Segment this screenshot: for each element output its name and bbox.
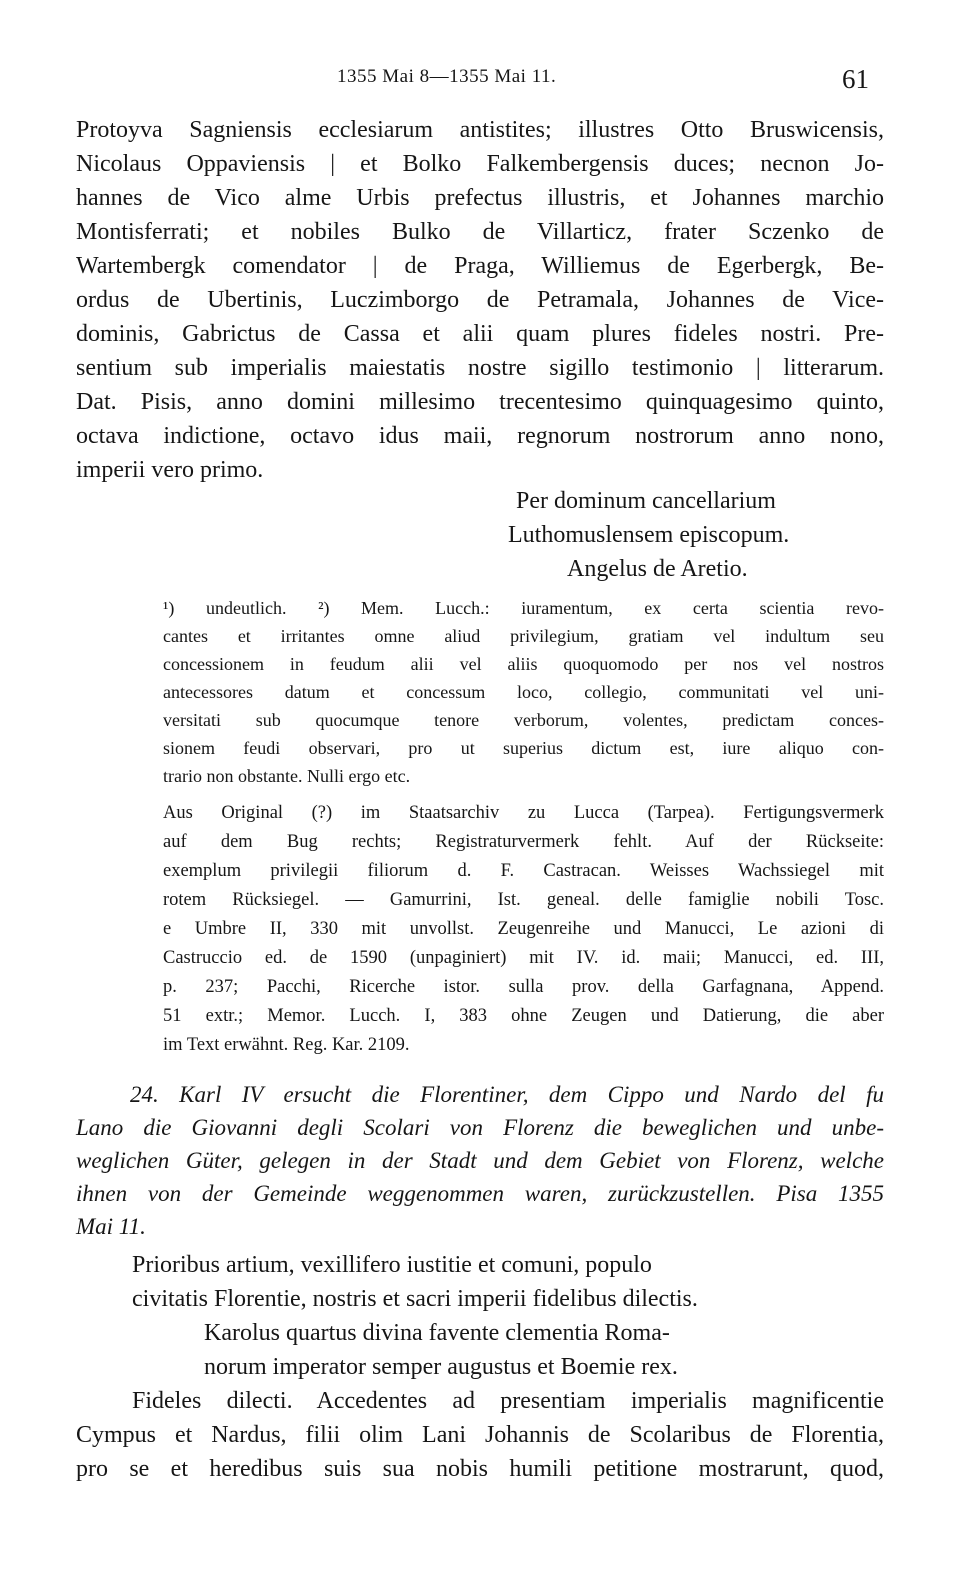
- intitulatio-line: norum imperator semper augustus et Boemie rex.: [204, 1354, 678, 1380]
- main-text-line: sentium sub imperialis maiestatis nostre sigillo testimonio | litterarum.: [76, 355, 884, 381]
- regest-line: weglichen Güter, gelegen in der Stadt und dem Gebiet von Florenz, welche: [76, 1148, 884, 1173]
- regest-line: ihnen von der Gemeinde weggenommen waren, zurückzustellen. Pisa 1355: [76, 1181, 884, 1206]
- regest-line: 24. Karl IV ersucht die Florentiner, dem Cippo und Nardo del fu: [130, 1082, 884, 1107]
- body-text-line: pro se et heredibus suis sua nobis humili petitione mostrarunt, quod,: [76, 1456, 884, 1482]
- footnote-line: versitati sub quocumque tenore verborum, volentes, predictam conces-: [163, 710, 884, 730]
- main-text-line: octava indictione, octavo idus maii, regnorum nostrorum anno nono,: [76, 423, 884, 449]
- footnote-line: trario non obstante. Nulli ergo etc.: [163, 766, 411, 786]
- main-text-line: hannes de Vico alme Urbis prefectus illustris, et Johannes marchio: [76, 185, 884, 211]
- main-text-line: Montisferrati; et nobiles Bulko de Villarticz, frater Sczenko de: [76, 219, 884, 245]
- source-note-line: Aus Original (?) im Staatsarchiv zu Lucca (Tarpea). Fertigungsvermerk: [163, 803, 884, 823]
- signature-line: Luthomuslensem episcopum.: [508, 522, 790, 548]
- body-text-line: Cympus et Nardus, filii olim Lani Johannis de Scolaribus de Florentia,: [76, 1422, 884, 1448]
- footnote-line: concessionem in feudum alii vel aliis quoquomodo per nos vel nostros: [163, 654, 884, 674]
- main-text-line: Nicolaus Oppaviensis | et Bolko Falkembergensis duces; necnon Jo-: [76, 151, 884, 177]
- body-text-line: Fideles dilecti. Accedentes ad presentiam imperialis magnificentie: [132, 1388, 884, 1414]
- page-number: 61: [842, 64, 869, 94]
- main-text-line: Protoyva Sagniensis ecclesiarum antistites; illustres Otto Bruswicensis,: [76, 117, 884, 143]
- footnote-line: sionem feudi observari, pro ut superius dictum est, iure aliquo con-: [163, 738, 884, 758]
- source-note-line: rotem Rücksiegel. — Gamurrini, Ist. geneal. delle famiglie nobili Tosc.: [163, 890, 884, 910]
- footnote-line: ¹) undeutlich. ²) Mem. Lucch.: iuramentum, ex certa scientia revo-: [163, 598, 884, 618]
- source-note-line: 51 extr.; Memor. Lucch. I, 383 ohne Zeugen und Datierung, die aber: [163, 1006, 884, 1026]
- regest-line: Lano die Giovanni degli Scolari von Florenz die beweglichen und unbe-: [76, 1115, 884, 1140]
- main-text-line: imperii vero primo.: [76, 457, 264, 483]
- address-line: Prioribus artium, vexillifero iustitie et comuni, populo: [132, 1252, 652, 1278]
- address-line: civitatis Florentie, nostris et sacri imperii fidelibus dilectis.: [132, 1286, 698, 1312]
- source-note-line: auf dem Bug rechts; Registraturvermerk fehlt. Auf der Rückseite:: [163, 832, 884, 852]
- regest-line: Mai 11.: [76, 1214, 146, 1239]
- source-note-line: p. 237; Pacchi, Ricerche istor. sulla prov. della Garfagnana, Append.: [163, 977, 884, 997]
- signature-line: Per dominum cancellarium: [516, 488, 776, 514]
- footnote-line: cantes et irritantes omne aliud privilegium, gratiam vel indultum seu: [163, 626, 884, 646]
- signature-line: Angelus de Aretio.: [567, 556, 748, 582]
- main-text-line: Wartembergk comendator | de Praga, Williemus de Egerbergk, Be-: [76, 253, 884, 279]
- source-note-line: exemplum privilegii filiorum d. F. Castracan. Weisses Wachssiegel mit: [163, 861, 884, 881]
- source-note-line: im Text erwähnt. Reg. Kar. 2109.: [163, 1035, 410, 1055]
- source-note-line: e Umbre II, 330 mit unvollst. Zeugenreihe und Manucci, Le azioni di: [163, 919, 884, 939]
- intitulatio-line: Karolus quartus divina favente clementia Roma-: [204, 1320, 670, 1346]
- main-text-line: ordus de Ubertinis, Luczimborgo de Petramala, Johannes de Vice-: [76, 287, 884, 313]
- source-note-line: Castruccio ed. de 1590 (unpaginiert) mit IV. id. maii; Manucci, ed. III,: [163, 948, 884, 968]
- running-head: 1355 Mai 8—1355 Mai 11.: [337, 66, 557, 87]
- main-text-line: dominis, Gabrictus de Cassa et alii quam plures fideles nostri. Pre-: [76, 321, 884, 347]
- page-header: [0, 66, 960, 96]
- main-text-line: Dat. Pisis, anno domini millesimo trecentesimo quinquagesimo quinto,: [76, 389, 884, 415]
- footnote-line: antecessores datum et concessum loco, collegio, communitati vel uni-: [163, 682, 884, 702]
